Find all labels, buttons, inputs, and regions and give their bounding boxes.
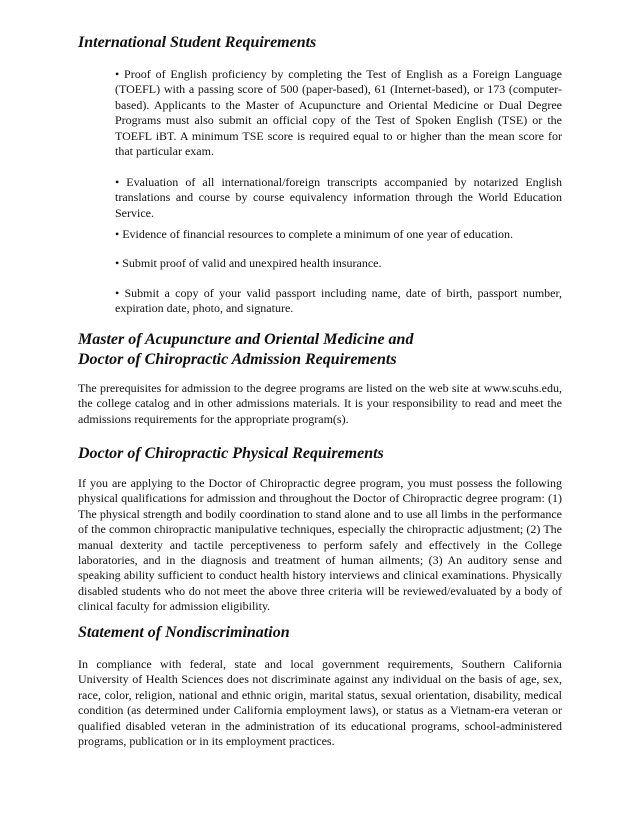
bullet-english-proficiency: • Proof of English proficiency by completing the Test of English as a Foreign Language (TOEFL) with a passing score of 500 (paper-based), 61 (Internet-based), or 173 (computer-based). Applicants to the Master of Acupuncture and Oriental Medicine or Dual Degree Programs must also submit an official copy of the Test of Spoken English (TSE) or the TOEFL iBT. A minimum TSE score is required equal to or higher than the mean score for that particular exam. <box>115 67 562 159</box>
nondiscrimination-heading: Statement of Nondiscrimination <box>78 624 290 641</box>
bullet-transcript-evaluation: • Evaluation of all international/foreign transcripts accompanied by notarized English translations and course by course equivalency information through the World Education Service. <box>115 175 562 220</box>
admission-requirements-body: The prerequisites for admission to the degree programs are listed on the web site at www.scuhs.edu, the college catalog and in other admissions materials. It is your responsibility to read and meet the admissions requirements for the appropriate program(s). <box>78 381 562 426</box>
bullet-passport-copy: • Submit a copy of your valid passport including name, date of birth, passport number, expiration date, photo, and signature. <box>115 286 562 316</box>
admission-heading-line-1: Master of Acupuncture and Oriental Medicine and <box>78 331 414 348</box>
nondiscrimination-body: In compliance with federal, state and local government requirements, Southern California University of Health Sciences does not discriminate against any individual on the basis of age, sex, race, color, religion, national and ethnic origin, marital status, sexual orientation, disability, medical condition (as determined under California employment laws), or status as a Vietnam-era veteran or qualified disabled veteran in the administration of its educational programs, school-administered programs, publication or in its employment practices. <box>78 657 562 749</box>
admission-requirements-heading <box>78 330 568 370</box>
international-requirements-heading: International Student Requirements <box>78 34 317 51</box>
bullet-financial-resources: • Evidence of financial resources to complete a minimum of one year of education. <box>115 227 514 241</box>
bullet-health-insurance: • Submit proof of valid and unexpired health insurance. <box>115 256 382 270</box>
physical-requirements-body: If you are applying to the Doctor of Chiropractic degree program, you must possess the following physical qualifications for admission and throughout the Doctor of Chiropractic degree program: (1) The physical strength and bodily coordination to stand alone and to use all limbs in the performance of the common chiropractic manipulative techniques, especially the chiropractic adjustment; (2) The manual dexterity and tactile perceptiveness to perform safely and effectively in the College laboratories, and in the diagnosis and treatment of human ailments; (3) An auditory sense and speaking ability sufficient to conduct health history interviews and clinical examinations. Physically disabled students who do not meet the above three criteria will be reviewed/evaluated by a body of clinical faculty for admission eligibility. <box>78 476 562 614</box>
admission-heading-line-2: Doctor of Chiropractic Admission Requirements <box>78 351 397 368</box>
physical-requirements-heading: Doctor of Chiropractic Physical Requirements <box>78 445 384 462</box>
